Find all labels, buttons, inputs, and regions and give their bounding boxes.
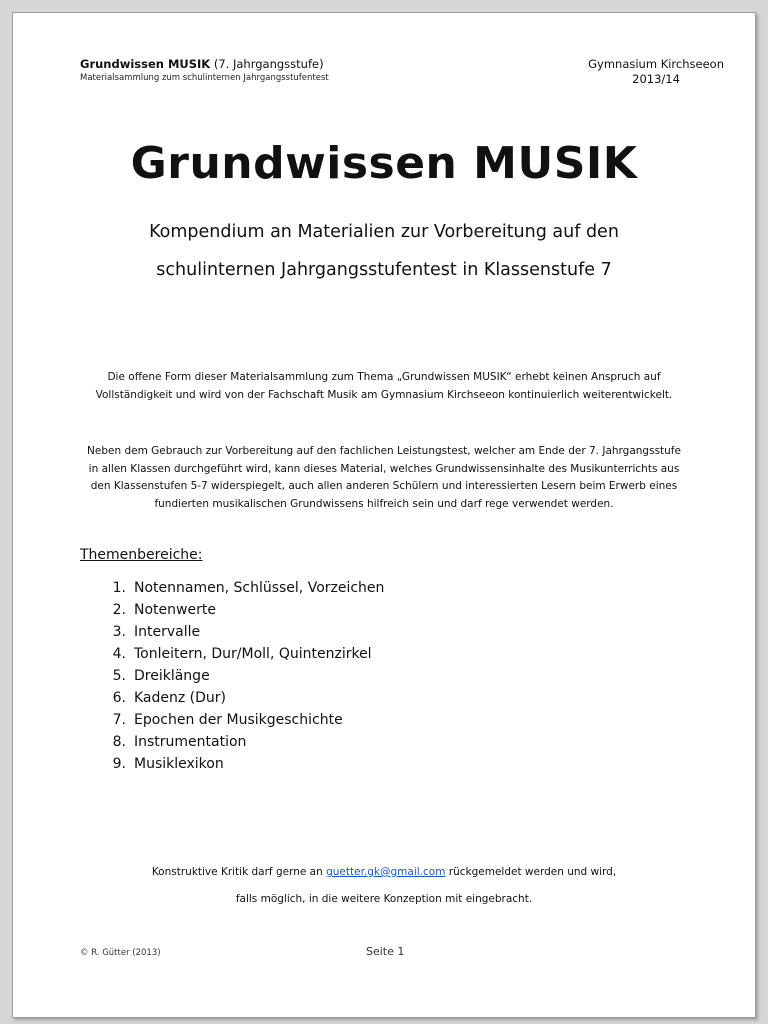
header-title-rest: (7. Jahrgangsstufe) (210, 57, 324, 71)
list-item (101, 621, 384, 643)
list-item-number: 3. (112, 624, 126, 640)
header-title (80, 57, 329, 72)
list-item (101, 709, 384, 731)
page-subtitle (13, 213, 755, 289)
email-link[interactable]: guetter.gk@gmail.com (326, 866, 446, 878)
list-item-number: 8. (112, 734, 126, 750)
feedback-line-2: falls möglich, in die weitere Konzeption mit eingebracht. (235, 893, 533, 905)
list-item-number: 1. (112, 580, 126, 596)
themes-list (101, 577, 384, 775)
document-page (12, 12, 756, 1018)
usage-line-3: den Klassenstufen 5-7 widerspiegelt, auch allen anderen Schülern und interessierten Lesern beim Erwerb eines (90, 480, 678, 492)
page-number: Seite 1 (366, 945, 405, 958)
list-item-number: 4. (112, 646, 126, 662)
copyright-notice: © R. Gütter (2013) (80, 948, 161, 958)
list-item-label: Kadenz (Dur) (134, 690, 227, 706)
list-item (101, 599, 384, 621)
subtitle-line-2: schulinternen Jahrgangsstufentest in Klassenstufe 7 (156, 260, 612, 280)
list-item-number: 7. (112, 712, 126, 728)
list-item-label: Dreiklänge (134, 668, 210, 684)
usage-line-2: in allen Klassen durchgeführt wird, kann dieses Material, welches Grundwissensinhalte des Musikunterrichts aus (88, 462, 680, 475)
list-item (101, 665, 384, 687)
subtitle-line-1: Kompendium an Materialien zur Vorbereitung auf den (149, 222, 619, 242)
header-subtitle: Materialsammlung zum schulinternen Jahrgangsstufentest (80, 73, 329, 83)
list-item (101, 643, 384, 665)
feedback-line-1 (13, 866, 755, 878)
list-item (101, 577, 384, 599)
list-item-number: 5. (112, 668, 126, 684)
list-item-label: Notennamen, Schlüssel, Vorzeichen (134, 580, 385, 596)
intro-paragraph (73, 369, 695, 404)
usage-paragraph (73, 443, 695, 513)
list-item-label: Epochen der Musikgeschichte (134, 712, 343, 728)
list-item (101, 731, 384, 753)
list-item-number: 9. (112, 756, 126, 772)
header-right (588, 57, 724, 87)
page-title: Grundwissen MUSIK (130, 138, 638, 189)
list-item-number: 6. (112, 690, 126, 706)
usage-line-4: fundierten musikalischen Grundwissens hilfreich sein und darf rege verwendet werden. (154, 497, 614, 510)
list-item (101, 753, 384, 775)
list-item-label: Intervalle (134, 624, 201, 640)
feedback-text-after: rückgemeldet werden und wird, (445, 866, 617, 878)
intro-line-2: Vollständigkeit und wird von der Fachschaft Musik am Gymnasium Kirchseeon kontinuierlich weiterentwickelt. (95, 388, 673, 401)
list-item-label: Tonleitern, Dur/Moll, Quintenzirkel (134, 646, 372, 662)
intro-line-1: Die offene Form dieser Materialsammlung zum Thema „Grundwissen MUSIK“ erhebt keinen Anspruch auf (107, 371, 661, 383)
themes-heading: Themenbereiche: (80, 547, 203, 563)
list-item-number: 2. (112, 602, 126, 618)
header-year: 2013/14 (632, 72, 680, 86)
header-school: Gymnasium Kirchseeon (588, 57, 724, 71)
list-item-label: Musiklexikon (134, 756, 224, 772)
list-item-label: Notenwerte (134, 602, 216, 618)
list-item (101, 687, 384, 709)
feedback-text-before: Konstruktive Kritik darf gerne an (151, 866, 327, 878)
list-item-label: Instrumentation (134, 734, 247, 750)
header-title-bold: Grundwissen MUSIK (80, 57, 211, 71)
header-left (80, 57, 329, 84)
usage-line-1: Neben dem Gebrauch zur Vorbereitung auf den fachlichen Leistungstest, welcher am Ende der 7. Jahrgangsstufe (87, 445, 681, 457)
